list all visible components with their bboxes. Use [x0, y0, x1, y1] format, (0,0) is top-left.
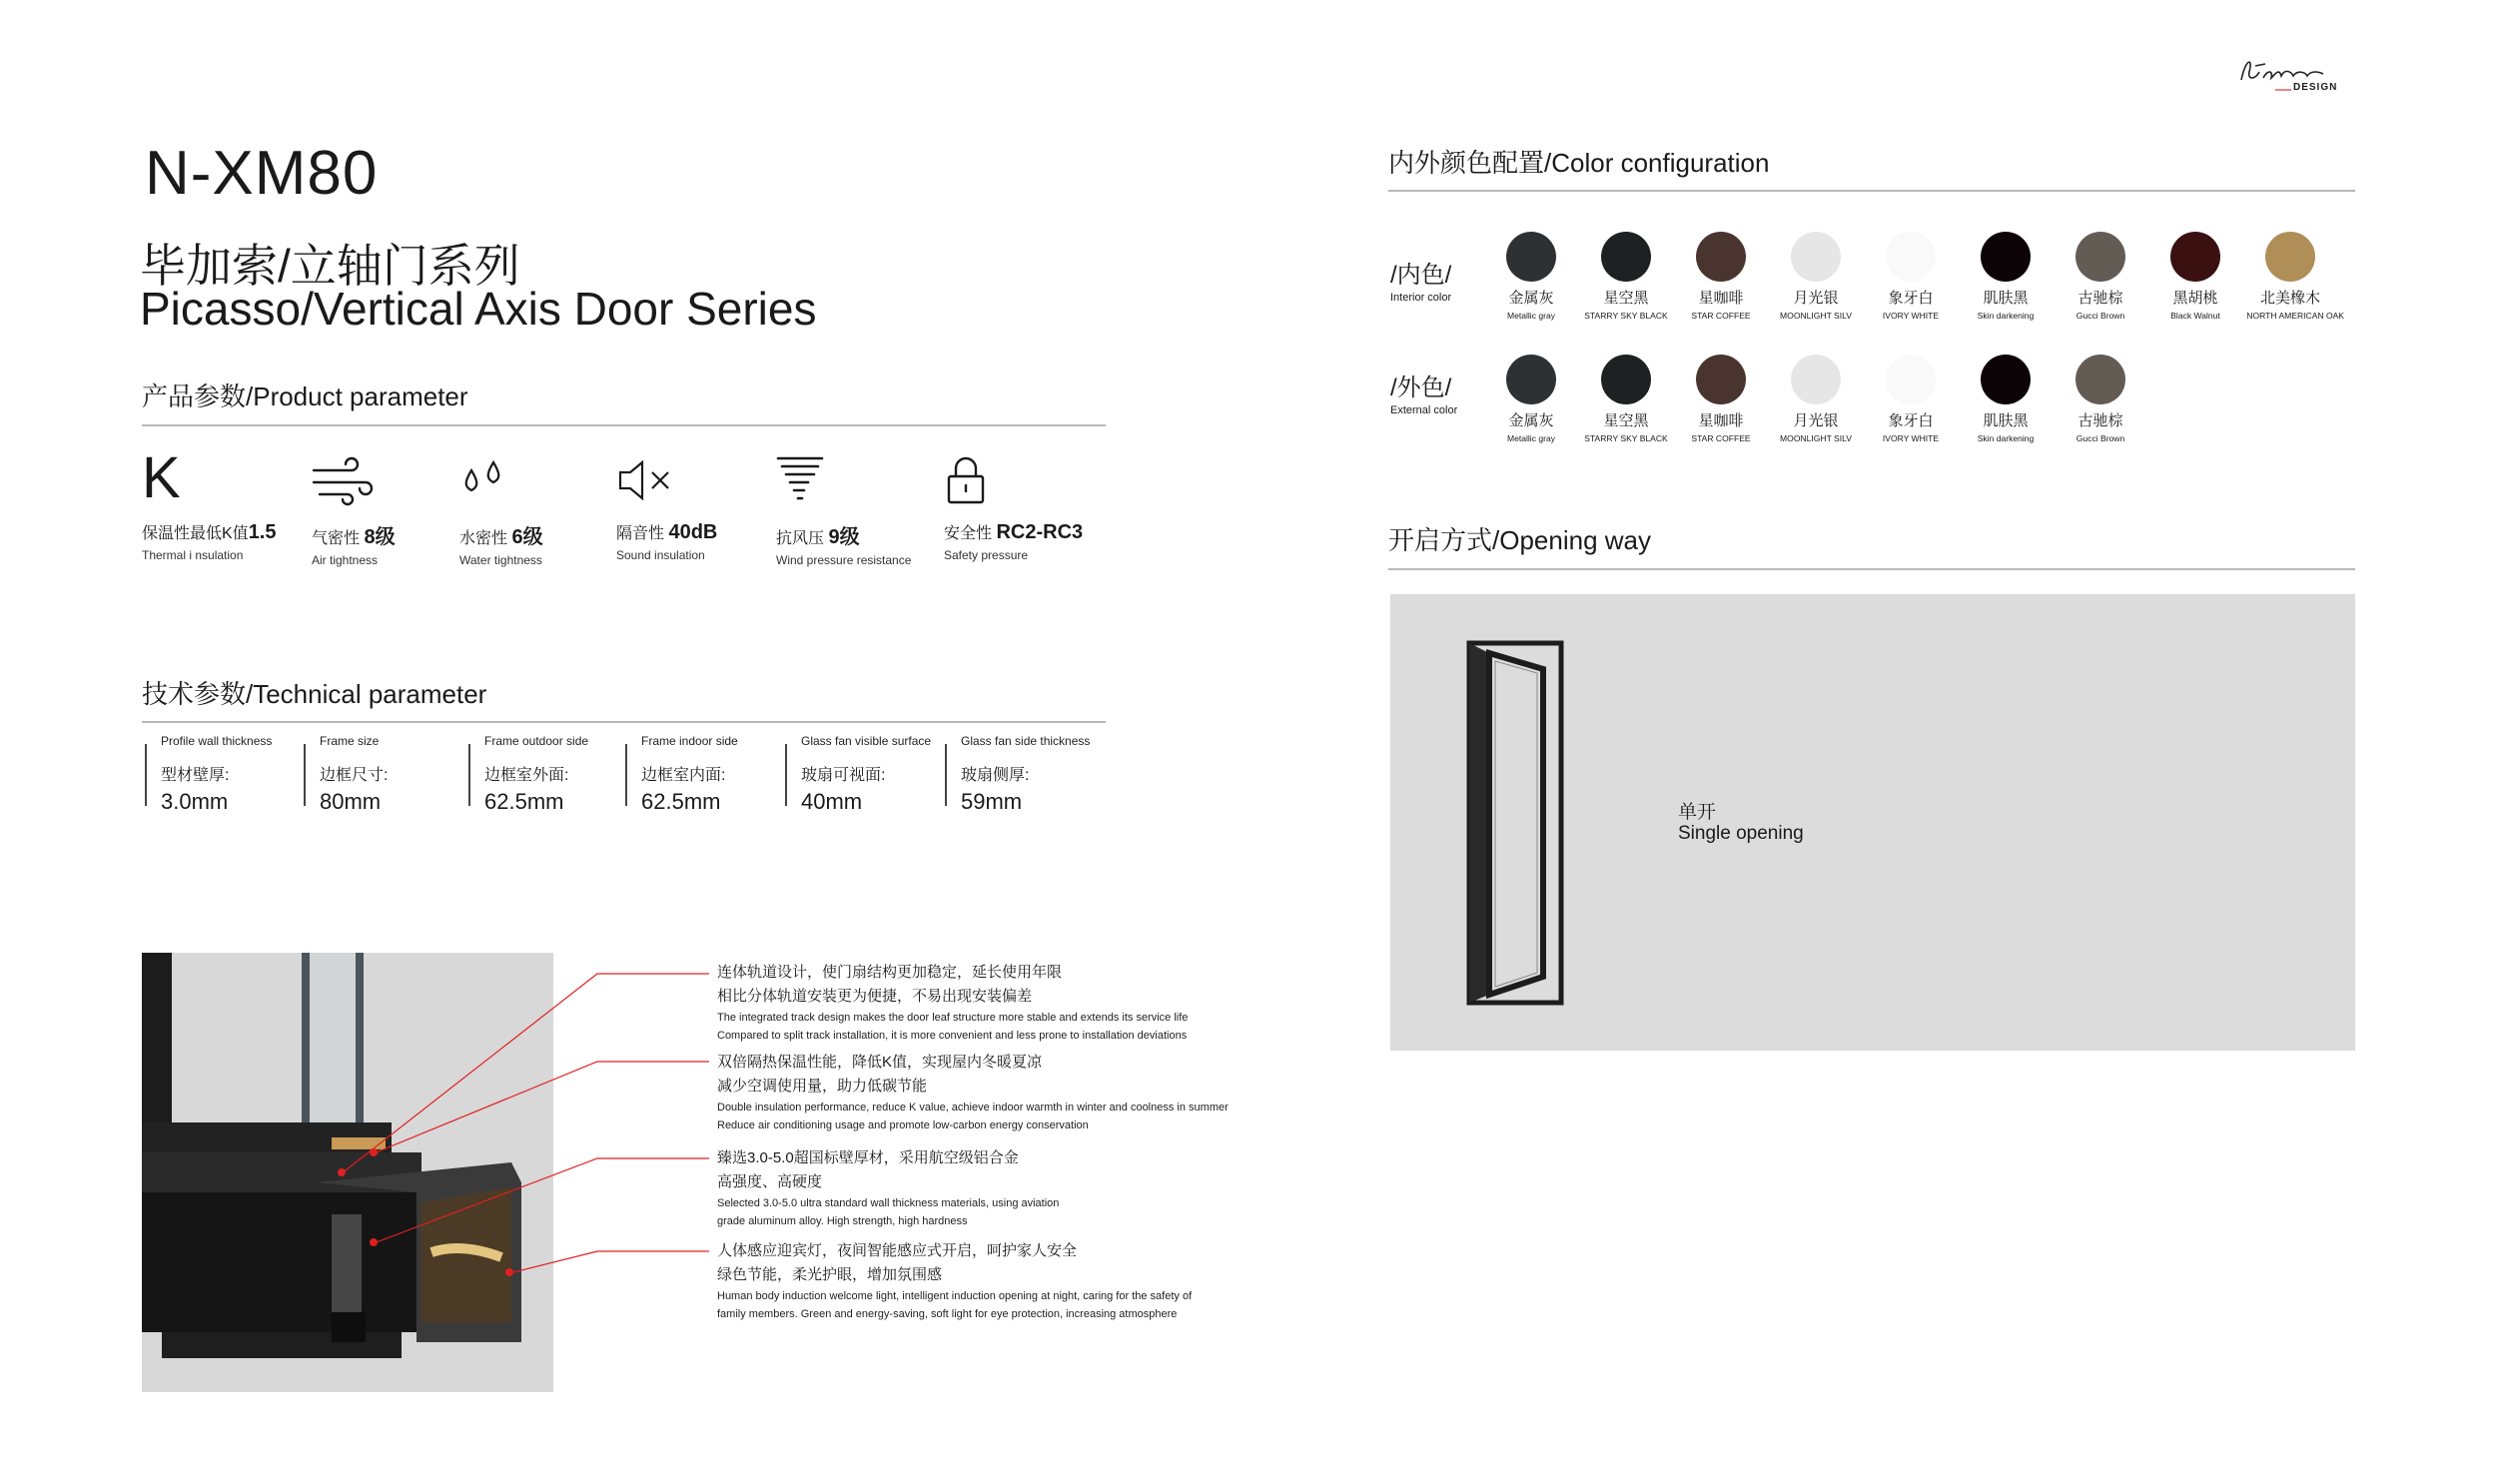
swatch-name-en: NORTH AMERICAN OAK — [2246, 311, 2345, 321]
swatch-name-en: Skin darkening — [1977, 433, 2035, 443]
swatch-exterior — [1770, 355, 1862, 443]
swatch-color-circle — [1696, 232, 1746, 282]
swatch-name-cn: 金属灰 — [1508, 290, 1554, 307]
param-air-tightness: 气密性 8级 Air tightness — [312, 444, 471, 567]
swatch-name-cn: 古驰棕 — [2078, 412, 2123, 429]
swatch-name-en: STAR COFFEE — [1691, 433, 1751, 443]
swatch-color-circle — [2265, 232, 2315, 282]
swatch-name-cn: 星咖啡 — [1698, 412, 1744, 429]
exterior-swatch-row — [0, 355, 2497, 454]
swatch-name-cn: 象牙白 — [1888, 412, 1934, 429]
divider — [1388, 568, 2355, 570]
swatch-name-en: Metallic gray — [1506, 311, 1555, 321]
swatch-name-en: IVORY WHITE — [1882, 311, 1940, 321]
swatch-color-circle — [1886, 232, 1936, 282]
swatch-interior — [1770, 232, 1862, 321]
swatch-name-cn: 月光银 — [1793, 412, 1839, 429]
swatch-name-cn: 肌肤黑 — [1983, 290, 2029, 307]
logo-sub-text: DESIGN — [2293, 82, 2338, 93]
swatch-color-circle — [1506, 232, 1556, 282]
swatch-interior — [1960, 232, 2052, 321]
swatch-color-circle — [1791, 355, 1841, 404]
swatch-interior — [1675, 232, 1767, 321]
swatch-name-en: Skin darkening — [1977, 311, 2035, 321]
swatch-name-cn: 月光银 — [1793, 290, 1839, 307]
swatch-color-circle — [2076, 355, 2125, 404]
swatch-name-cn: 肌肤黑 — [1983, 412, 2029, 429]
tech-glass-side: Glass fan side thickness 玻扇侧厚: 59mm — [945, 744, 1029, 806]
swatch-color-circle — [1981, 355, 2031, 404]
opening-way-panel — [1390, 594, 2355, 1051]
swatch-color-circle — [1506, 355, 1556, 404]
swatch-interior — [1485, 232, 1577, 321]
product-parameter-title: 产品参数/Product parameter — [142, 381, 468, 411]
feature-insulation: 双倍隔热保温性能，降低K值，实现屋内冬暖夏凉 减少空调使用量，助力低碳节能 Double insulation performance, reduce K value, achieve indoor warmth in winter and coolness in summer Reduce air conditioning usage and promote low-carbon energy conservation — [717, 1054, 1229, 1131]
swatch-color-circle — [1981, 232, 2031, 282]
opening-way-title: 开启方式/Opening way — [1388, 525, 1651, 555]
swatch-name-en: STARRY SKY BLACK — [1584, 311, 1668, 321]
swatch-name-en: Black Walnut — [2170, 311, 2220, 321]
swatch-name-en: MOONLIGHT SILV — [1780, 311, 1852, 321]
divider — [1388, 190, 2355, 192]
swatch-name-en: MOONLIGHT SILV — [1780, 433, 1852, 443]
interior-color-label: /内色/ Interior color — [1390, 262, 1452, 304]
series-title-en: Picasso/Vertical Axis Door Series — [140, 283, 817, 335]
swatch-name-en: Metallic gray — [1506, 433, 1555, 443]
technical-parameter-title: 技术参数/Technical parameter — [142, 679, 487, 709]
swatch-name-cn: 北美橡木 — [2259, 290, 2320, 307]
exterior-color-label: /外色/ External color — [1390, 374, 1458, 416]
swatch-color-circle — [1791, 232, 1841, 282]
param-thermal: K 保温性最低K值1.5 Thermal i nsulation — [142, 444, 302, 562]
swatch-name-cn: 星空黑 — [1603, 290, 1649, 307]
swatch-name-en: STAR COFFEE — [1691, 311, 1751, 321]
swatch-name-cn: 星空黑 — [1603, 412, 1649, 429]
opening-type-label: 单开 Single opening — [1678, 802, 1804, 844]
tech-frame-indoor: Frame indoor side 边框室内面: 62.5mm — [625, 744, 725, 806]
param-sound-insulation: 隔音性 40dB Sound insulation — [616, 444, 776, 562]
swatch-name-cn: 古驰棕 — [2078, 290, 2123, 307]
tech-frame-outdoor: Frame outdoor side 边框室外面: 62.5mm — [468, 744, 568, 806]
swatch-interior — [2055, 232, 2146, 321]
swatch-exterior — [1960, 355, 2052, 443]
tech-frame-size: Frame size 边框尺寸: 80mm — [304, 744, 388, 806]
tech-glass-visible: Glass fan visible surface 玻扇可视面: 40mm — [785, 744, 885, 806]
swatch-color-circle — [2076, 232, 2125, 282]
interior-swatch-row — [0, 232, 2497, 332]
single-door-icon — [1465, 639, 1565, 1009]
swatch-color-circle — [2170, 232, 2220, 282]
color-config-title: 内外颜色配置/Color configuration — [1388, 148, 1770, 178]
feature-wall-thickness: 臻选3.0-5.0超国标壁厚材，采用航空级铝合金 高强度、高硬度 Selected 3.0-5.0 ultra standard wall thickness materials, using aviation grade aluminum alloy. High strength, high hardness — [717, 1149, 1060, 1227]
swatch-exterior — [1865, 355, 1957, 443]
tech-profile-wall: Profile wall thickness 型材壁厚: 3.0mm — [145, 744, 229, 806]
swatch-color-circle — [1601, 232, 1651, 282]
series-title-cn: 毕加索/立轴门系列 — [140, 240, 520, 292]
swatch-name-cn: 星咖啡 — [1698, 290, 1744, 307]
swatch-exterior — [2055, 355, 2146, 443]
swatch-name-en: Gucci Brown — [2076, 311, 2125, 321]
swatch-interior — [2149, 232, 2241, 321]
swatch-exterior — [1675, 355, 1767, 443]
k-letter-icon: K — [142, 445, 181, 510]
swatch-name-cn: 黑胡桃 — [2172, 290, 2218, 307]
swatch-name-cn: 象牙白 — [1888, 290, 1934, 307]
param-safety: 安全性 RC2-RC3 Safety pressure — [944, 444, 1104, 562]
swatch-color-circle — [1886, 355, 1936, 404]
swatch-interior — [1580, 232, 1672, 321]
swatch-color-circle — [1601, 355, 1651, 404]
swatch-exterior — [1485, 355, 1577, 443]
swatch-name-en: Gucci Brown — [2076, 433, 2125, 443]
feature-welcome-light: 人体感应迎宾灯，夜间智能感应式开启，呵护家人安全 绿色节能，柔光护眼，增加氛围感 Human body induction welcome light, intelligent induction opening at night, caring for the safety of family members. Green and energy-saving, soft light for eye protection, increasing atmosphere — [717, 1242, 1193, 1320]
param-wind-pressure: 抗风压 9级 Wind pressure resistance — [776, 444, 936, 567]
swatch-name-cn: 金属灰 — [1508, 412, 1554, 429]
param-water-tightness: 水密性 6级 Water tightness — [459, 444, 619, 567]
swatch-interior — [1865, 232, 1957, 321]
swatch-interior — [2244, 232, 2345, 321]
swatch-name-en: STARRY SKY BLACK — [1584, 433, 1668, 443]
swatch-color-circle — [1696, 355, 1746, 404]
model-title: N-XM80 — [145, 139, 379, 208]
feature-track: 连体轨道设计，使门扇结构更加稳定，延长使用年限 相比分体轨道安装更为便捷，不易出现安装偏差 The integrated track design makes the door leaf structure more stable and extends its service life Compared to split track installation, it is more convenient and less prone to installation deviations — [717, 964, 1189, 1042]
swatch-name-en: IVORY WHITE — [1882, 433, 1940, 443]
swatch-exterior — [1580, 355, 1672, 443]
